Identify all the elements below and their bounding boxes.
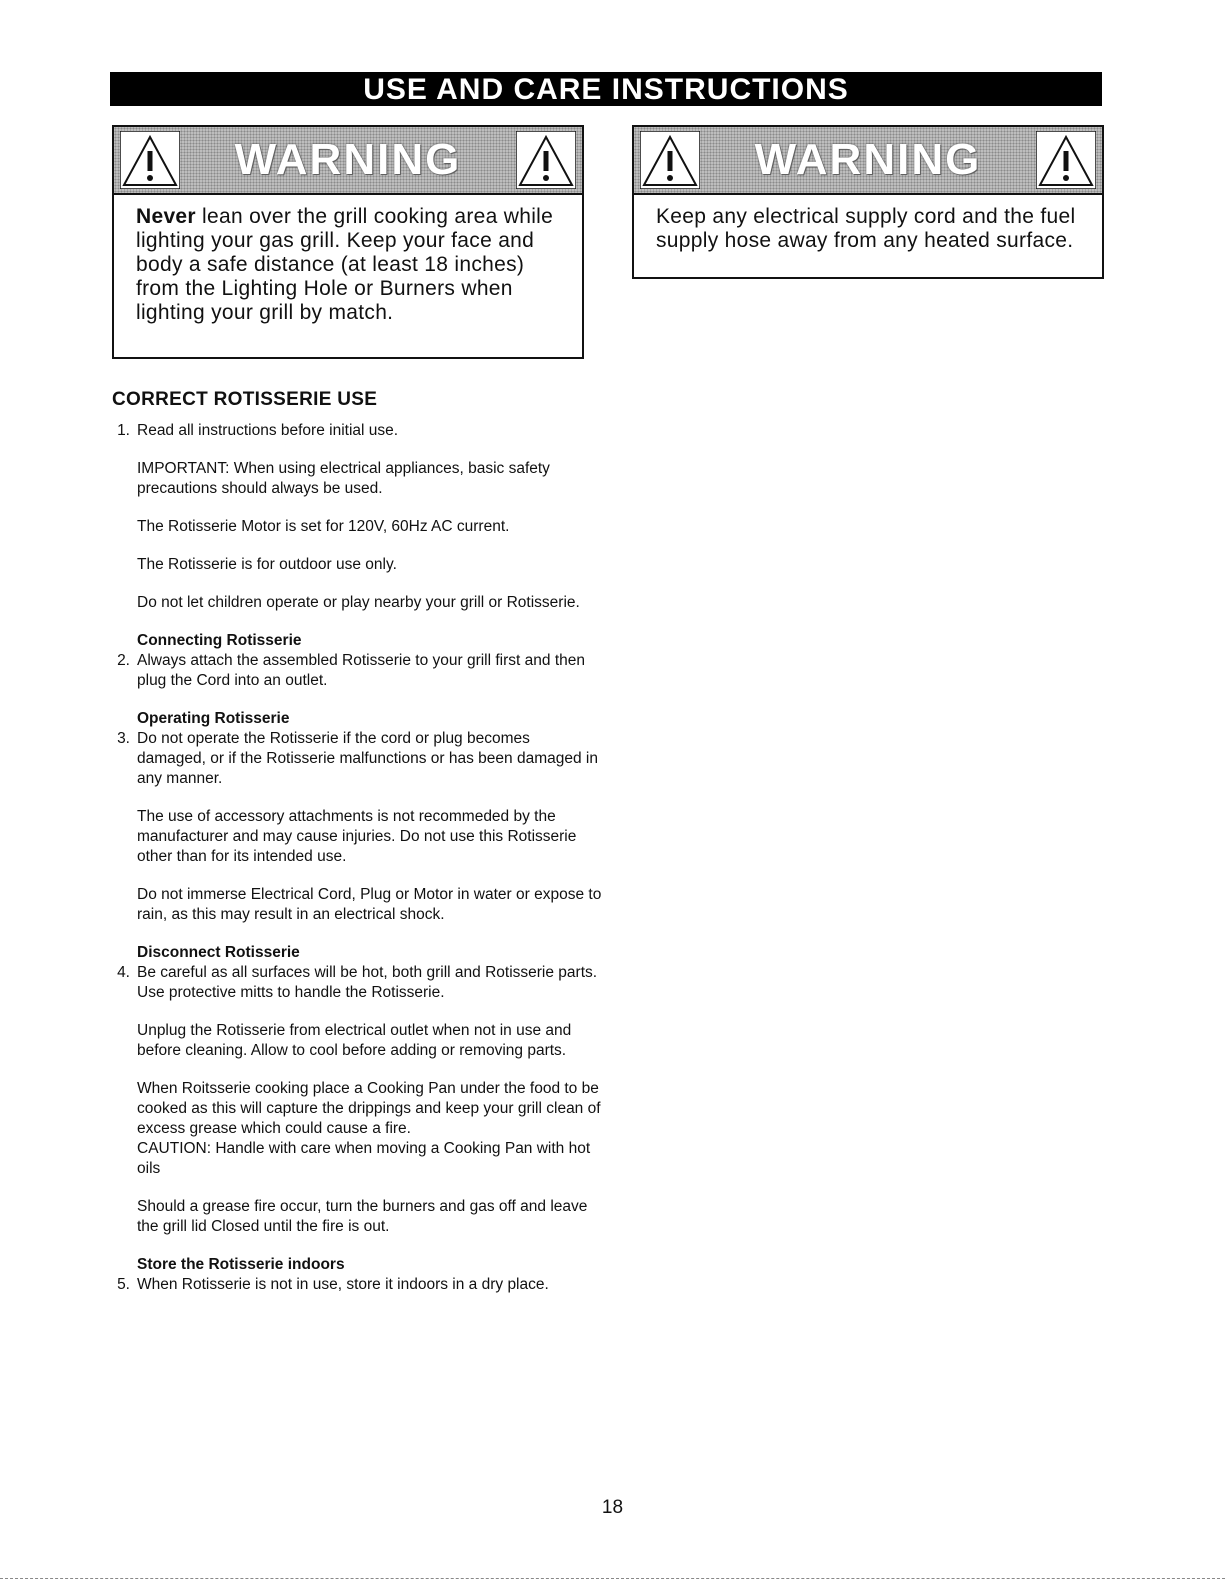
warning-lead: Never bbox=[136, 205, 196, 228]
warning-box-electrical bbox=[632, 125, 1104, 279]
paragraph: Do not let children operate or play nearby your grill or Rotisserie. bbox=[137, 594, 580, 611]
item-text: Always attach the assembled Rotisserie to your grill first and then plug the Cord into an outlet. bbox=[137, 652, 585, 689]
paragraph: The Rotisserie is for outdoor use only. bbox=[137, 556, 397, 573]
paragraph: Should a grease fire occur, turn the burners and gas off and leave the grill lid Closed until the fire is out. bbox=[137, 1198, 588, 1235]
item-number: 1. bbox=[117, 422, 130, 439]
warning-triangle-icon bbox=[640, 131, 700, 189]
item-text: Do not operate the Rotisserie if the cord or plug becomes damaged, or if the Rotisserie malfunctions or has been damaged in any manner. bbox=[137, 730, 598, 787]
item-subtitle: Operating Rotisserie bbox=[137, 710, 290, 727]
list-item-5 bbox=[112, 1255, 602, 1295]
warning-text: Keep any electrical supply cord and the fuel supply hose away from any heated surface. bbox=[656, 205, 1076, 252]
warning-text bbox=[114, 195, 582, 325]
paragraph: Unplug the Rotisserie from electrical outlet when not in use and before cleaning. Allow to cool before adding or removing parts. bbox=[137, 1022, 572, 1059]
page-edge-divider bbox=[0, 1578, 1225, 1579]
item-subtitle: Store the Rotisserie indoors bbox=[137, 1256, 345, 1273]
item-number: 3. bbox=[117, 730, 130, 747]
list-item-2 bbox=[112, 631, 602, 691]
paragraph: The Rotisserie Motor is set for 120V, 60Hz AC current. bbox=[137, 518, 510, 535]
warning-title: WARNING bbox=[234, 135, 462, 184]
warning-header bbox=[634, 127, 1102, 195]
paragraph: When Roitsserie cooking place a Cooking Pan under the food to be cooked as this will capture the drippings and keep your grill clean of excess grease which could cause a fire. bbox=[137, 1080, 601, 1137]
item-text: Be careful as all surfaces will be hot, both grill and Rotisserie parts. Use protective mitts to handle the Rotisserie. bbox=[137, 964, 598, 1001]
instructions-list bbox=[112, 421, 602, 1313]
item-text: When Rotisserie is not in use, store it indoors in a dry place. bbox=[137, 1276, 549, 1293]
warning-box-lighting bbox=[112, 125, 584, 359]
page-banner: USE AND CARE INSTRUCTIONS bbox=[110, 72, 1102, 106]
page-number: 18 bbox=[601, 1497, 624, 1518]
warning-header bbox=[114, 127, 582, 195]
paragraph-caution: CAUTION: Handle with care when moving a Cooking Pan with hot oils bbox=[137, 1140, 591, 1177]
item-text: Read all instructions before initial use. bbox=[137, 422, 399, 439]
item-subtitle: Connecting Rotisserie bbox=[137, 632, 302, 649]
paragraph: Do not immerse Electrical Cord, Plug or Motor in water or expose to rain, as this may result in an electrical shock. bbox=[137, 886, 602, 923]
list-item-3 bbox=[112, 709, 602, 789]
list-item-1 bbox=[112, 421, 602, 441]
item-number: 2. bbox=[117, 652, 130, 669]
warning-triangle-icon bbox=[1036, 131, 1096, 189]
paragraph: The use of accessory attachments is not recommeded by the manufacturer and may cause injuries. Do not use this Rotisserie other than for its intended use. bbox=[137, 808, 577, 865]
warning-triangle-icon bbox=[120, 131, 180, 189]
section-title: CORRECT ROTISSERIE USE bbox=[112, 389, 378, 410]
warning-triangle-icon bbox=[516, 131, 576, 189]
warning-body: lean over the grill cooking area while lighting your gas grill. Keep your face and body a safe distance (at least 18 inches) from the Lighting Hole or Burners when lighting your grill by match. bbox=[136, 205, 554, 324]
list-item-4 bbox=[112, 943, 602, 1003]
item-number: 4. bbox=[117, 964, 130, 981]
item-number: 5. bbox=[117, 1276, 130, 1293]
warning-title: WARNING bbox=[754, 135, 982, 184]
paragraph: IMPORTANT: When using electrical appliances, basic safety precautions should always be used. bbox=[137, 460, 550, 497]
item-subtitle: Disconnect Rotisserie bbox=[137, 944, 300, 961]
